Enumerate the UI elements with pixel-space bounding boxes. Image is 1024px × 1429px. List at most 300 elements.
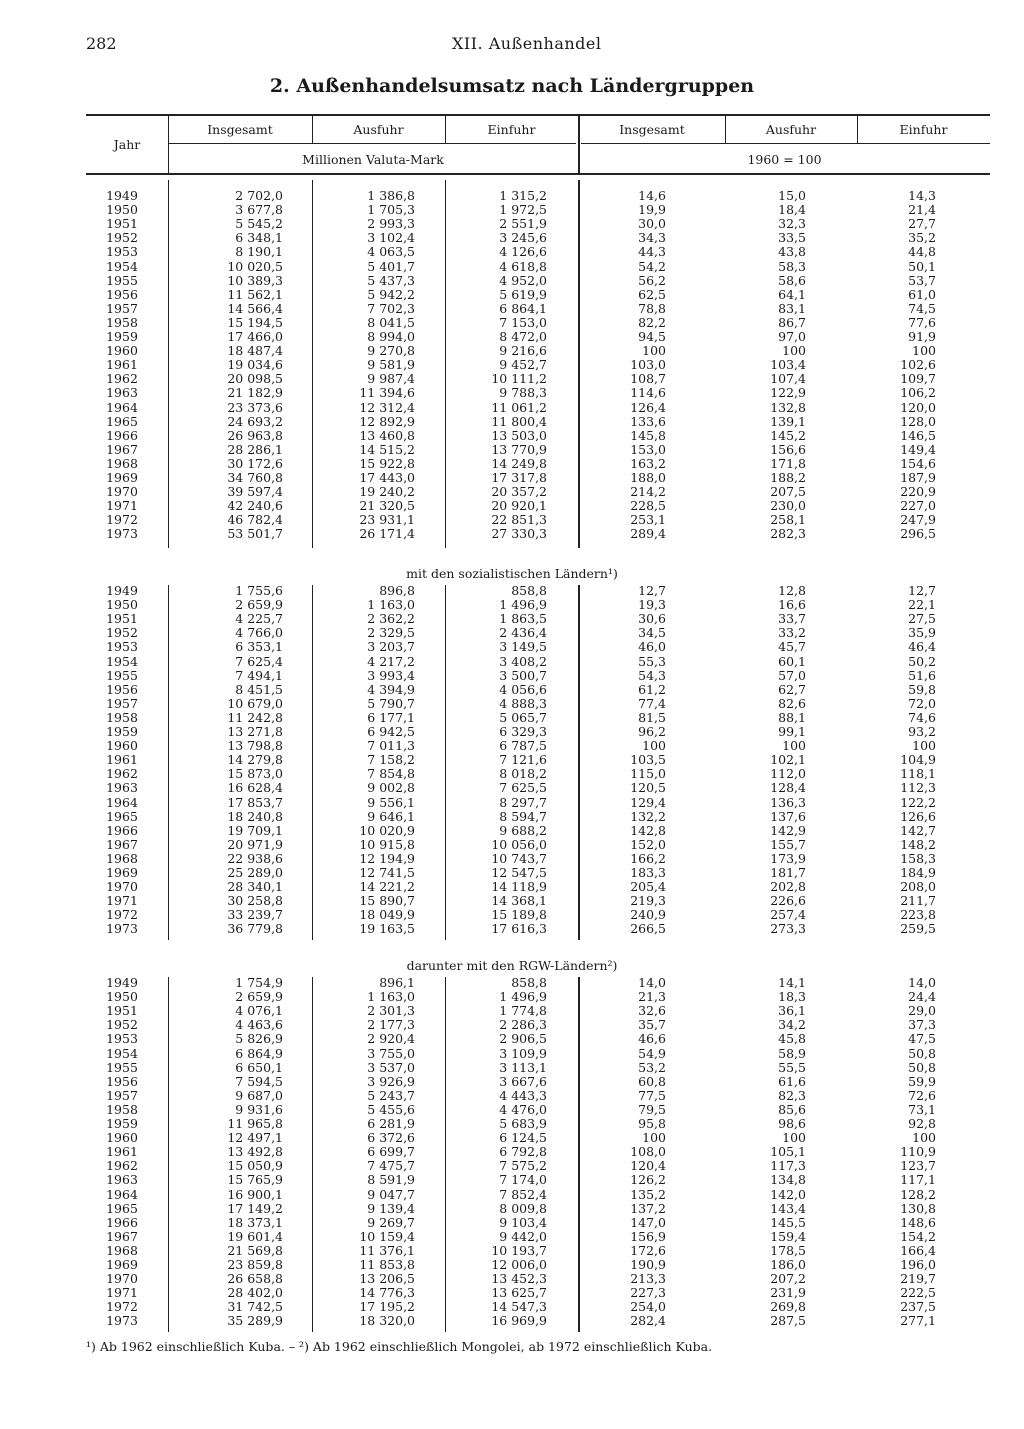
table-row [0,1032,1024,1046]
export-value-cell: 1 705,3 [367,202,415,218]
export-index-cell: 226,6 [770,893,806,909]
year-cell: 1961 [106,752,138,768]
import-index-cell: 227,0 [900,498,936,514]
export-value-cell: 3 993,4 [367,667,415,683]
total-value-cell: 19 709,1 [227,822,283,838]
import-value-cell: 14 368,1 [491,893,547,909]
table-row [0,316,1024,330]
export-value-cell: 9 002,8 [367,780,415,796]
total-index-cell: 44,3 [638,244,666,260]
year-cell: 1956 [106,286,138,302]
total-index-cell: 205,4 [630,879,666,895]
export-index-cell: 188,2 [770,470,806,485]
export-index-cell: 273,3 [770,921,806,937]
year-cell: 1972 [106,1299,138,1315]
year-cell: 1971 [106,1285,138,1301]
total-value-cell: 21 182,9 [227,385,283,401]
total-value-cell: 7 494,1 [235,667,283,683]
import-value-cell: 14 249,8 [491,455,547,471]
table-row [0,640,1024,654]
total-index-cell: 62,5 [638,286,666,302]
import-index-cell: 208,0 [900,879,936,895]
import-index-cell: 12,7 [908,583,936,598]
import-value-cell: 4 952,0 [499,272,547,288]
import-value-cell: 11 061,2 [491,399,547,415]
table-row [0,429,1024,443]
table-row [0,499,1024,513]
total-index-cell: 100 [642,343,666,359]
total-value-cell: 6 353,1 [235,639,283,655]
import-value-cell: 4 126,6 [499,244,547,260]
import-value-cell: 16 969,9 [491,1313,547,1329]
import-value-cell: 1 863,5 [499,611,547,627]
import-index-cell: 27,7 [908,216,936,232]
import-value-cell: 3 109,9 [499,1045,547,1061]
table-row [0,1075,1024,1089]
export-value-cell: 6 281,9 [367,1116,415,1131]
export-index-cell: 107,4 [770,371,806,387]
total-value-cell: 15 194,5 [227,314,283,330]
import-index-cell: 187,9 [900,470,936,485]
import-index-cell: 296,5 [900,526,936,542]
import-value-cell: 1 496,9 [499,597,547,613]
year-cell: 1960 [106,343,138,359]
year-cell: 1970 [106,1271,138,1287]
section-label-rgw: darunter mit den RGW-Ländern²) [406,958,618,973]
table-row [0,302,1024,316]
import-value-cell: 2 906,5 [499,1031,547,1047]
total-index-cell: 96,2 [638,724,666,739]
table-row [0,358,1024,372]
export-index-cell: 142,9 [770,822,806,838]
export-index-cell: 83,1 [778,300,806,316]
export-index-cell: 282,3 [770,526,806,542]
total-value-cell: 3 677,8 [235,202,283,218]
total-index-cell: 103,0 [630,357,666,373]
export-index-cell: 178,5 [770,1242,806,1258]
total-value-cell: 53 501,7 [227,526,283,542]
year-cell: 1967 [106,1228,138,1244]
import-index-cell: 61,0 [908,286,936,302]
table-row [0,457,1024,471]
table-row [0,260,1024,274]
total-value-cell: 2 702,0 [235,188,283,203]
total-value-cell: 30 172,6 [227,455,283,471]
import-index-cell: 126,6 [900,808,936,824]
total-index-cell: 190,9 [630,1257,666,1272]
import-index-cell: 50,1 [908,258,936,274]
table-row [0,838,1024,852]
total-index-cell: 126,2 [630,1172,666,1188]
export-value-cell: 9 987,4 [367,371,415,387]
export-value-cell: 1 386,8 [367,188,415,203]
year-cell: 1961 [106,1144,138,1160]
import-index-cell: 196,0 [900,1257,936,1272]
export-index-cell: 82,3 [778,1087,806,1103]
export-index-cell: 258,1 [770,512,806,528]
export-value-cell: 14 776,3 [359,1285,415,1301]
export-value-cell: 4 217,2 [367,653,415,669]
export-index-cell: 86,7 [778,314,806,330]
export-value-cell: 5 401,7 [367,258,415,274]
total-index-cell: 19,9 [638,202,666,218]
import-value-cell: 7 174,0 [499,1172,547,1188]
total-index-cell: 53,2 [638,1059,666,1075]
import-value-cell: 3 149,5 [499,639,547,655]
year-cell: 1972 [106,907,138,923]
total-index-cell: 120,4 [630,1158,666,1174]
total-index-cell: 254,0 [630,1299,666,1315]
total-value-cell: 15 873,0 [227,766,283,782]
export-index-cell: 128,4 [770,780,806,796]
export-index-cell: 145,5 [770,1214,806,1230]
import-value-cell: 1 315,2 [499,188,547,203]
export-value-cell: 14 221,2 [359,879,415,895]
year-cell: 1973 [106,526,138,542]
table-row [0,527,1024,541]
year-cell: 1969 [106,1257,138,1272]
export-index-cell: 155,7 [770,836,806,852]
import-index-cell: 149,4 [900,441,936,457]
total-value-cell: 13 798,8 [227,738,283,754]
table-row [0,245,1024,259]
total-index-cell: 108,7 [630,371,666,387]
year-cell: 1962 [106,766,138,782]
table-row [0,415,1024,429]
total-index-cell: 95,8 [638,1116,666,1131]
col-export-index-header: Ausfuhr [765,122,817,137]
year-cell: 1967 [106,836,138,852]
year-cell: 1961 [106,357,138,373]
export-value-cell: 10 020,9 [359,822,415,838]
total-value-cell: 16 628,4 [227,780,283,796]
header-mid-rule-left [168,143,576,144]
total-index-cell: 94,5 [638,329,666,344]
total-index-cell: 14,6 [638,188,666,203]
table-row [0,697,1024,711]
total-index-cell: 188,0 [630,470,666,485]
year-cell: 1953 [106,1031,138,1047]
unit-left-header: Millionen Valuta-Mark [302,152,444,167]
import-value-cell: 6 864,1 [499,300,547,316]
table-row [0,612,1024,626]
import-value-cell: 8 594,7 [499,808,547,824]
year-cell: 1951 [106,1003,138,1019]
year-cell: 1963 [106,385,138,401]
year-cell: 1956 [106,1073,138,1089]
footnote: ¹) Ab 1962 einschließlich Kuba. – ²) Ab 1962 einschließlich Mongolei, ab 1972 einschließlich Kuba. [86,1339,713,1354]
import-value-cell: 22 851,3 [491,512,547,528]
import-value-cell: 1 496,9 [499,989,547,1005]
year-cell: 1970 [106,879,138,895]
total-value-cell: 20 971,9 [227,836,283,852]
total-index-cell: 79,5 [638,1101,666,1117]
total-value-cell: 20 098,5 [227,371,283,387]
total-value-cell: 6 864,9 [235,1045,283,1061]
import-index-cell: 100 [912,738,936,754]
col-total-value-header: Insgesamt [207,122,273,137]
export-value-cell: 1 163,0 [367,597,415,613]
import-value-cell: 5 065,7 [499,709,547,725]
export-index-cell: 88,1 [778,709,806,725]
import-index-cell: 237,5 [900,1299,936,1315]
year-cell: 1960 [106,738,138,754]
chapter-heading: XII. Außenhandel [452,34,602,53]
total-index-cell: 135,2 [630,1186,666,1202]
total-index-cell: 108,0 [630,1144,666,1160]
import-value-cell: 3 667,6 [499,1073,547,1089]
table-row [0,1089,1024,1103]
total-index-cell: 133,6 [630,413,666,429]
total-value-cell: 36 779,8 [227,921,283,937]
total-index-cell: 61,2 [638,681,666,697]
export-value-cell: 9 270,8 [367,343,415,359]
total-index-cell: 228,5 [630,498,666,514]
import-value-cell: 12 006,0 [491,1257,547,1272]
total-value-cell: 6 348,1 [235,230,283,246]
export-value-cell: 7 011,3 [367,738,415,754]
import-value-cell: 10 111,2 [491,371,547,387]
total-index-cell: 129,4 [630,794,666,810]
table-row [0,767,1024,781]
import-index-cell: 123,7 [900,1158,936,1174]
table-row [0,386,1024,400]
total-value-cell: 23 859,8 [227,1257,283,1272]
year-cell: 1952 [106,1017,138,1033]
year-cell: 1957 [106,695,138,711]
import-value-cell: 6 792,8 [499,1144,547,1160]
import-index-cell: 74,5 [908,300,936,316]
total-index-cell: 35,7 [638,1017,666,1033]
total-value-cell: 8 190,1 [235,244,283,260]
total-value-cell: 5 826,9 [235,1031,283,1047]
import-index-cell: 109,7 [900,371,936,387]
table-row [0,725,1024,739]
table-row [0,1131,1024,1145]
total-index-cell: 219,3 [630,893,666,909]
year-cell: 1964 [106,794,138,810]
col-import-index-header: Einfuhr [899,122,948,137]
export-index-cell: 207,5 [770,484,806,500]
export-value-cell: 15 890,7 [359,893,415,909]
import-value-cell: 8 297,7 [499,794,547,810]
total-index-cell: 115,0 [630,766,666,782]
import-value-cell: 9 452,7 [499,357,547,373]
year-cell: 1958 [106,709,138,725]
export-value-cell: 18 320,0 [359,1313,415,1329]
import-index-cell: 100 [912,1130,936,1146]
table-row [0,1314,1024,1328]
export-value-cell: 19 240,2 [359,484,415,500]
total-index-cell: 32,6 [638,1003,666,1019]
import-value-cell: 858,8 [511,975,547,990]
export-value-cell: 21 320,5 [359,498,415,514]
table-row [0,1300,1024,1314]
year-cell: 1955 [106,667,138,683]
total-index-cell: 77,5 [638,1087,666,1103]
import-index-cell: 277,1 [900,1313,936,1329]
export-index-cell: 173,9 [770,850,806,866]
export-index-cell: 85,6 [778,1101,806,1117]
export-index-cell: 61,6 [778,1073,806,1089]
year-cell: 1963 [106,780,138,796]
page-number: 282 [86,34,117,53]
export-index-cell: 142,0 [770,1186,806,1202]
total-value-cell: 19 034,6 [227,357,283,373]
table-row [0,274,1024,288]
total-value-cell: 18 240,8 [227,808,283,824]
table-row [0,976,1024,990]
total-value-cell: 7 594,5 [235,1073,283,1089]
total-value-cell: 11 242,8 [227,709,283,725]
table-row [0,330,1024,344]
export-value-cell: 14 515,2 [359,441,415,457]
total-value-cell: 34 760,8 [227,470,283,485]
export-index-cell: 231,9 [770,1285,806,1301]
year-cell: 1950 [106,597,138,613]
import-value-cell: 6 329,3 [499,724,547,739]
total-value-cell: 9 931,6 [235,1101,283,1117]
total-value-cell: 1 754,9 [235,975,283,990]
export-index-cell: 97,0 [778,329,806,344]
table-row [0,288,1024,302]
total-value-cell: 6 650,1 [235,1059,283,1075]
export-index-cell: 145,2 [770,427,806,443]
export-index-cell: 134,8 [770,1172,806,1188]
export-index-cell: 15,0 [778,188,806,203]
export-value-cell: 13 460,8 [359,427,415,443]
export-index-cell: 60,1 [778,653,806,669]
import-index-cell: 27,5 [908,611,936,627]
total-index-cell: 46,0 [638,639,666,655]
import-index-cell: 59,8 [908,681,936,697]
year-cell: 1965 [106,1200,138,1216]
import-value-cell: 9 442,0 [499,1228,547,1244]
import-value-cell: 3 245,6 [499,230,547,246]
import-index-cell: 130,8 [900,1200,936,1216]
table-row [0,1173,1024,1187]
import-value-cell: 9 688,2 [499,822,547,838]
export-value-cell: 10 915,8 [359,836,415,852]
total-index-cell: 145,8 [630,427,666,443]
total-index-cell: 152,0 [630,836,666,852]
year-cell: 1966 [106,1214,138,1230]
year-cell: 1964 [106,1186,138,1202]
total-value-cell: 4 076,1 [235,1003,283,1019]
year-cell: 1973 [106,921,138,937]
import-value-cell: 4 476,0 [499,1101,547,1117]
total-index-cell: 21,3 [638,989,666,1005]
export-index-cell: 16,6 [778,597,806,613]
export-index-cell: 36,1 [778,1003,806,1019]
import-index-cell: 77,6 [908,314,936,330]
import-index-cell: 112,3 [900,780,936,796]
import-index-cell: 35,9 [908,625,936,641]
export-index-cell: 18,3 [778,989,806,1005]
total-index-cell: 120,5 [630,780,666,796]
export-index-cell: 55,5 [778,1059,806,1075]
table-row [0,231,1024,245]
export-value-cell: 12 892,9 [359,413,415,429]
export-index-cell: 45,7 [778,639,806,655]
year-cell: 1967 [106,441,138,457]
total-index-cell: 253,1 [630,512,666,528]
import-index-cell: 50,8 [908,1059,936,1075]
export-value-cell: 7 158,2 [367,752,415,768]
export-index-cell: 156,6 [770,441,806,457]
import-value-cell: 2 551,9 [499,216,547,232]
export-value-cell: 23 931,1 [359,512,415,528]
export-value-cell: 17 195,2 [359,1299,415,1315]
import-index-cell: 117,1 [900,1172,936,1188]
year-cell: 1960 [106,1130,138,1146]
total-index-cell: 55,3 [638,653,666,669]
year-cell: 1950 [106,202,138,218]
total-index-cell: 137,2 [630,1200,666,1216]
total-index-cell: 60,8 [638,1073,666,1089]
total-value-cell: 12 497,1 [227,1130,283,1146]
year-cell: 1953 [106,244,138,260]
table-row [0,1145,1024,1159]
import-index-cell: 35,2 [908,230,936,246]
import-index-cell: 148,2 [900,836,936,852]
export-index-cell: 139,1 [770,413,806,429]
year-cell: 1966 [106,427,138,443]
header-top-rule [86,114,990,116]
import-value-cell: 13 770,9 [491,441,547,457]
total-index-cell: 30,6 [638,611,666,627]
import-value-cell: 8 009,8 [499,1200,547,1216]
total-index-cell: 82,2 [638,314,666,330]
import-index-cell: 91,9 [908,329,936,344]
export-index-cell: 58,6 [778,272,806,288]
export-value-cell: 1 163,0 [367,989,415,1005]
import-value-cell: 13 503,0 [491,427,547,443]
table-row [0,344,1024,358]
import-value-cell: 7 153,0 [499,314,547,330]
table-row [0,894,1024,908]
import-value-cell: 2 436,4 [499,625,547,641]
import-value-cell: 13 625,7 [491,1285,547,1301]
table-row [0,908,1024,922]
import-index-cell: 53,7 [908,272,936,288]
export-value-cell: 3 926,9 [367,1073,415,1089]
total-value-cell: 10 389,3 [227,272,283,288]
total-value-cell: 2 659,9 [235,597,283,613]
total-index-cell: 19,3 [638,597,666,613]
table-row [0,513,1024,527]
import-index-cell: 100 [912,343,936,359]
export-index-cell: 12,8 [778,583,806,598]
export-value-cell: 7 702,3 [367,300,415,316]
year-cell: 1949 [106,975,138,990]
year-cell: 1966 [106,822,138,838]
table-row [0,852,1024,866]
total-value-cell: 21 569,8 [227,1242,283,1258]
total-index-cell: 183,3 [630,865,666,880]
import-value-cell: 17 616,3 [491,921,547,937]
year-cell: 1953 [106,639,138,655]
table-row [0,1117,1024,1131]
export-index-cell: 207,2 [770,1271,806,1287]
total-value-cell: 24 693,2 [227,413,283,429]
total-index-cell: 12,7 [638,583,666,598]
total-index-cell: 78,8 [638,300,666,316]
export-value-cell: 2 301,3 [367,1003,415,1019]
import-index-cell: 21,4 [908,202,936,218]
export-value-cell: 15 922,8 [359,455,415,471]
total-value-cell: 28 340,1 [227,879,283,895]
